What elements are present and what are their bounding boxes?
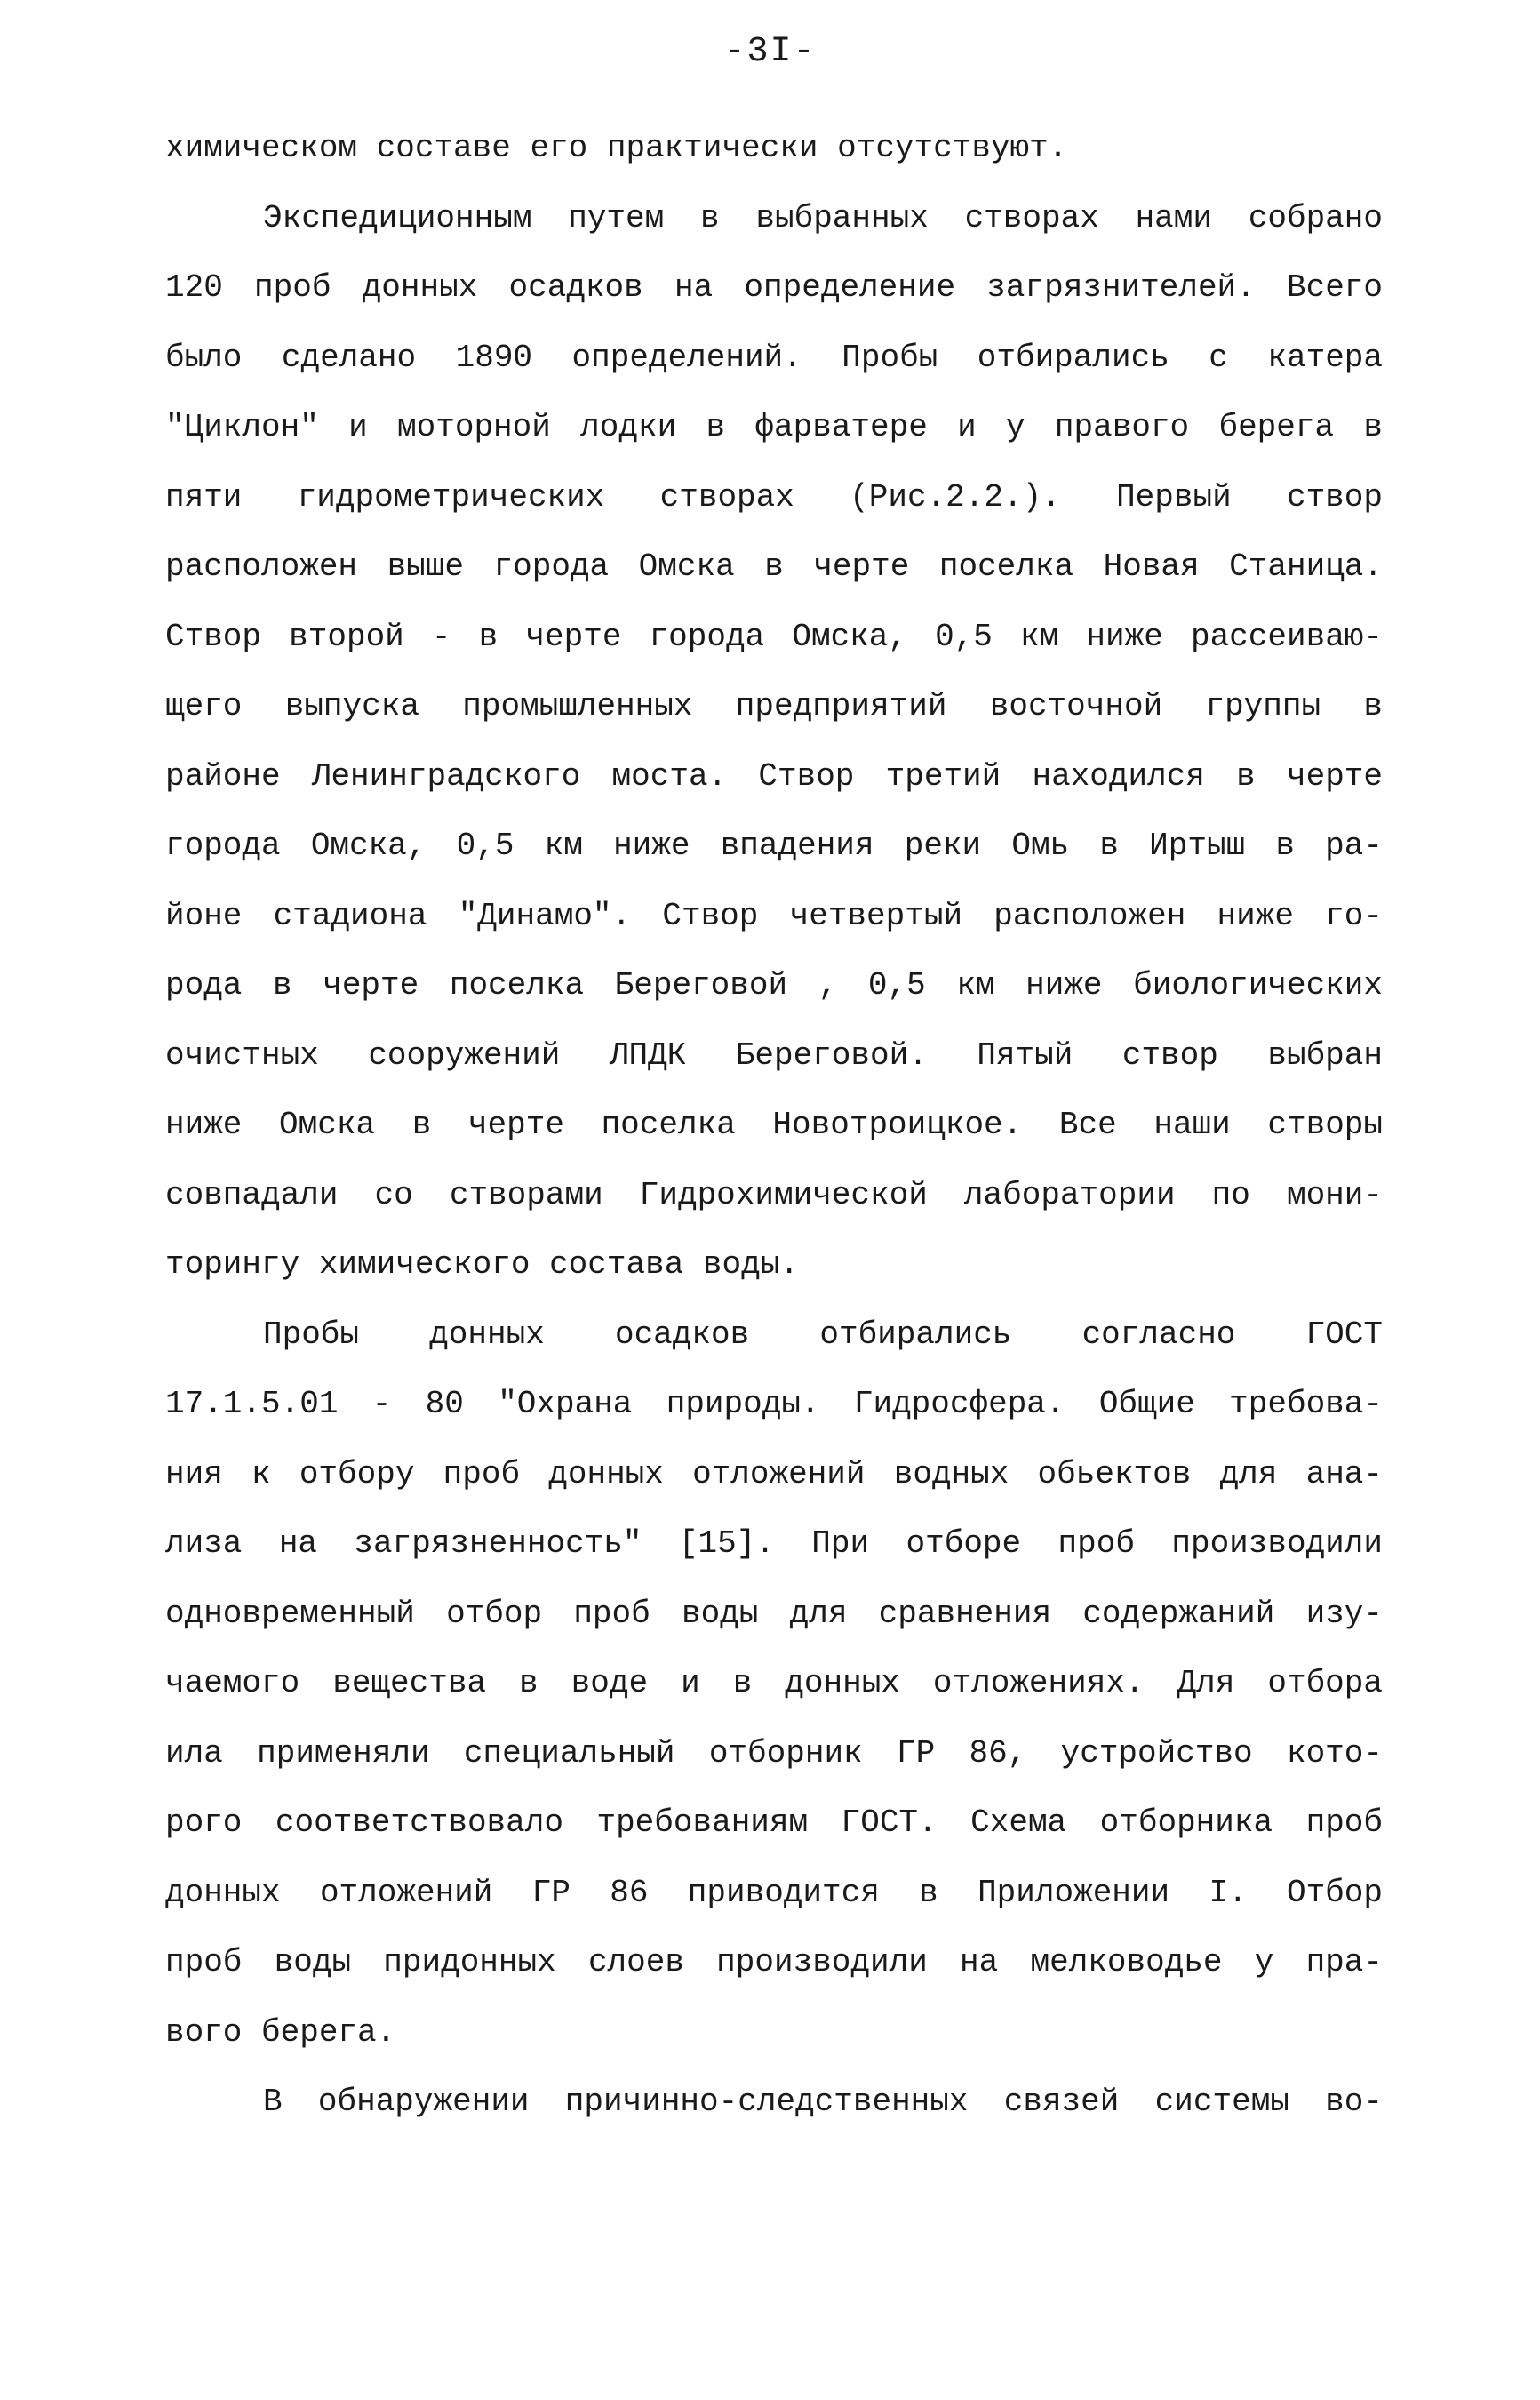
text-line: йоне стадиона "Динамо". Створ четвертый расположен ниже го- — [165, 897, 1383, 934]
page-number: -3I- — [723, 32, 817, 72]
text-line: Створ второй - в черте города Омска, 0,5 км ниже рассеиваю- — [165, 618, 1383, 655]
text-line: ила применяли специальный отборник ГР 86, устройство кото- — [165, 1734, 1383, 1772]
text-line: было сделано 1890 определений. Пробы отбирались с катера — [165, 339, 1383, 376]
text-line: города Омска, 0,5 км ниже впадения реки Омь в Иртыш в ра- — [165, 828, 1383, 864]
text-line: Пробы донных осадков отбирались согласно ГОСТ — [263, 1316, 1383, 1353]
text-line: Экспедиционным путем в выбранных створах нами собрано — [263, 199, 1383, 236]
text-line: щего выпуска промышленных предприятий восточной группы в — [165, 688, 1383, 724]
text-line: вого берега. — [165, 2013, 396, 2051]
text-line: совпадали со створами Гидрохимической лаборатории по мони- — [165, 1176, 1383, 1213]
text-line: донных отложений ГР 86 приводится в Приложении I. Отбор — [165, 1874, 1383, 1911]
text-line: торингу химического состава воды. — [165, 1246, 799, 1283]
text-line: ния к отбору проб донных отложений водных обьектов для ана- — [165, 1455, 1383, 1492]
text-line: рого соответствовало требованиям ГОСТ. Схема отборника проб — [165, 1804, 1383, 1841]
text-line: рода в черте поселка Береговой , 0,5 км ниже биологических — [165, 967, 1383, 1004]
text-line: ниже Омска в черте поселка Новотроицкое. Все наши створы — [165, 1107, 1383, 1143]
text-line: очистных сооружений ЛПДК Береговой. Пятый створ выбран — [165, 1036, 1383, 1074]
text-line: химическом составе его практически отсутствуют. — [165, 130, 1068, 166]
text-line: расположен выше города Омска в черте поселка Новая Станица. — [165, 548, 1383, 585]
text-line: лиза на загрязненность" [15]. При отборе проб производили — [165, 1525, 1383, 1562]
text-line: 17.1.5.01 - 80 "Охрана природы. Гидросфера. Общие требова- — [165, 1386, 1383, 1422]
text-line: одновременный отбор проб воды для сравнения содержаний изу- — [165, 1595, 1383, 1632]
text-line: "Циклон" и моторной лодки в фарватере и у правого берега в — [165, 409, 1383, 445]
text-line: пяти гидрометрических створах (Рис.2.2.). Первый створ — [165, 478, 1383, 516]
text-line: чаемого вещества в воде и в донных отложениях. Для отбора — [165, 1665, 1383, 1701]
text-line: В обнаружении причинно-следственных связей системы во- — [263, 2084, 1383, 2120]
text-line: 120 проб донных осадков на определение загрязнителей. Всего — [165, 269, 1383, 306]
body-text — [165, 114, 1383, 2138]
text-line: проб воды придонных слоев производили на мелководье у пра- — [165, 1944, 1383, 1980]
text-line: районе Ленинградского моста. Створ третий находился в черте — [165, 757, 1383, 795]
